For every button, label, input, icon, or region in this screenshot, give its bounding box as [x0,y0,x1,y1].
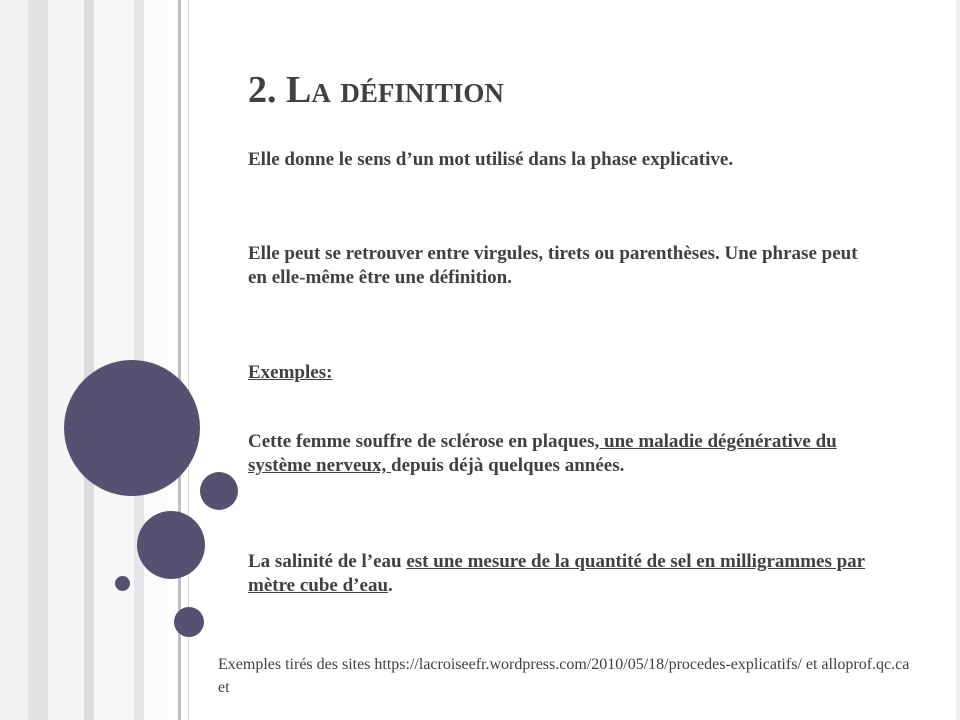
decorative-circle-medium [137,511,205,579]
decorative-stripe [28,0,48,720]
slide-title [248,68,504,112]
decorative-circle-tiny [115,576,130,591]
paragraph-definition-purpose: Elle donne le sens d’un mot utilisé dans la phase explicative. [248,149,734,170]
slide-right-edge [956,0,960,720]
paragraph-definition-placement: Elle peut se retrouver entre virgules, tirets ou parenthèses. Une phrase peut en elle-même être une définition. [248,243,858,288]
example-2 [248,550,868,598]
title-first-letter: L [286,69,312,111]
decorative-stripe [0,0,28,720]
example-1-after: depuis déjà quelques années. [391,455,625,476]
title-number: 2. [248,69,286,111]
example-1-definition: , une maladie dégénérative du système nerveux, [248,431,837,476]
examples-heading [248,361,868,385]
decorative-circle-small [200,472,238,510]
decorative-circle-large [64,360,200,496]
source-note: Exemples tirés des sites https://lacroiseefr.wordpress.com/2010/05/18/procedes-explicatifs/ et alloprof.qc.ca et [218,656,910,696]
example-1 [248,430,868,478]
example-1-before: Cette femme souffre de sclérose en plaques [248,431,595,452]
example-2-definition: est une mesure de la quantité de sel en milligrammes par mètre cube d’eau [248,551,866,596]
examples-heading-text: Exemples: [248,362,333,383]
decorative-circle-small [174,607,204,637]
decorative-stripe [84,0,94,720]
title-rest: a définition [311,69,504,111]
example-2-after: . [388,575,393,596]
decorative-stripe [48,0,84,720]
decorative-stripe [144,0,168,720]
example-2-before: La salinité de l’eau [248,551,407,572]
